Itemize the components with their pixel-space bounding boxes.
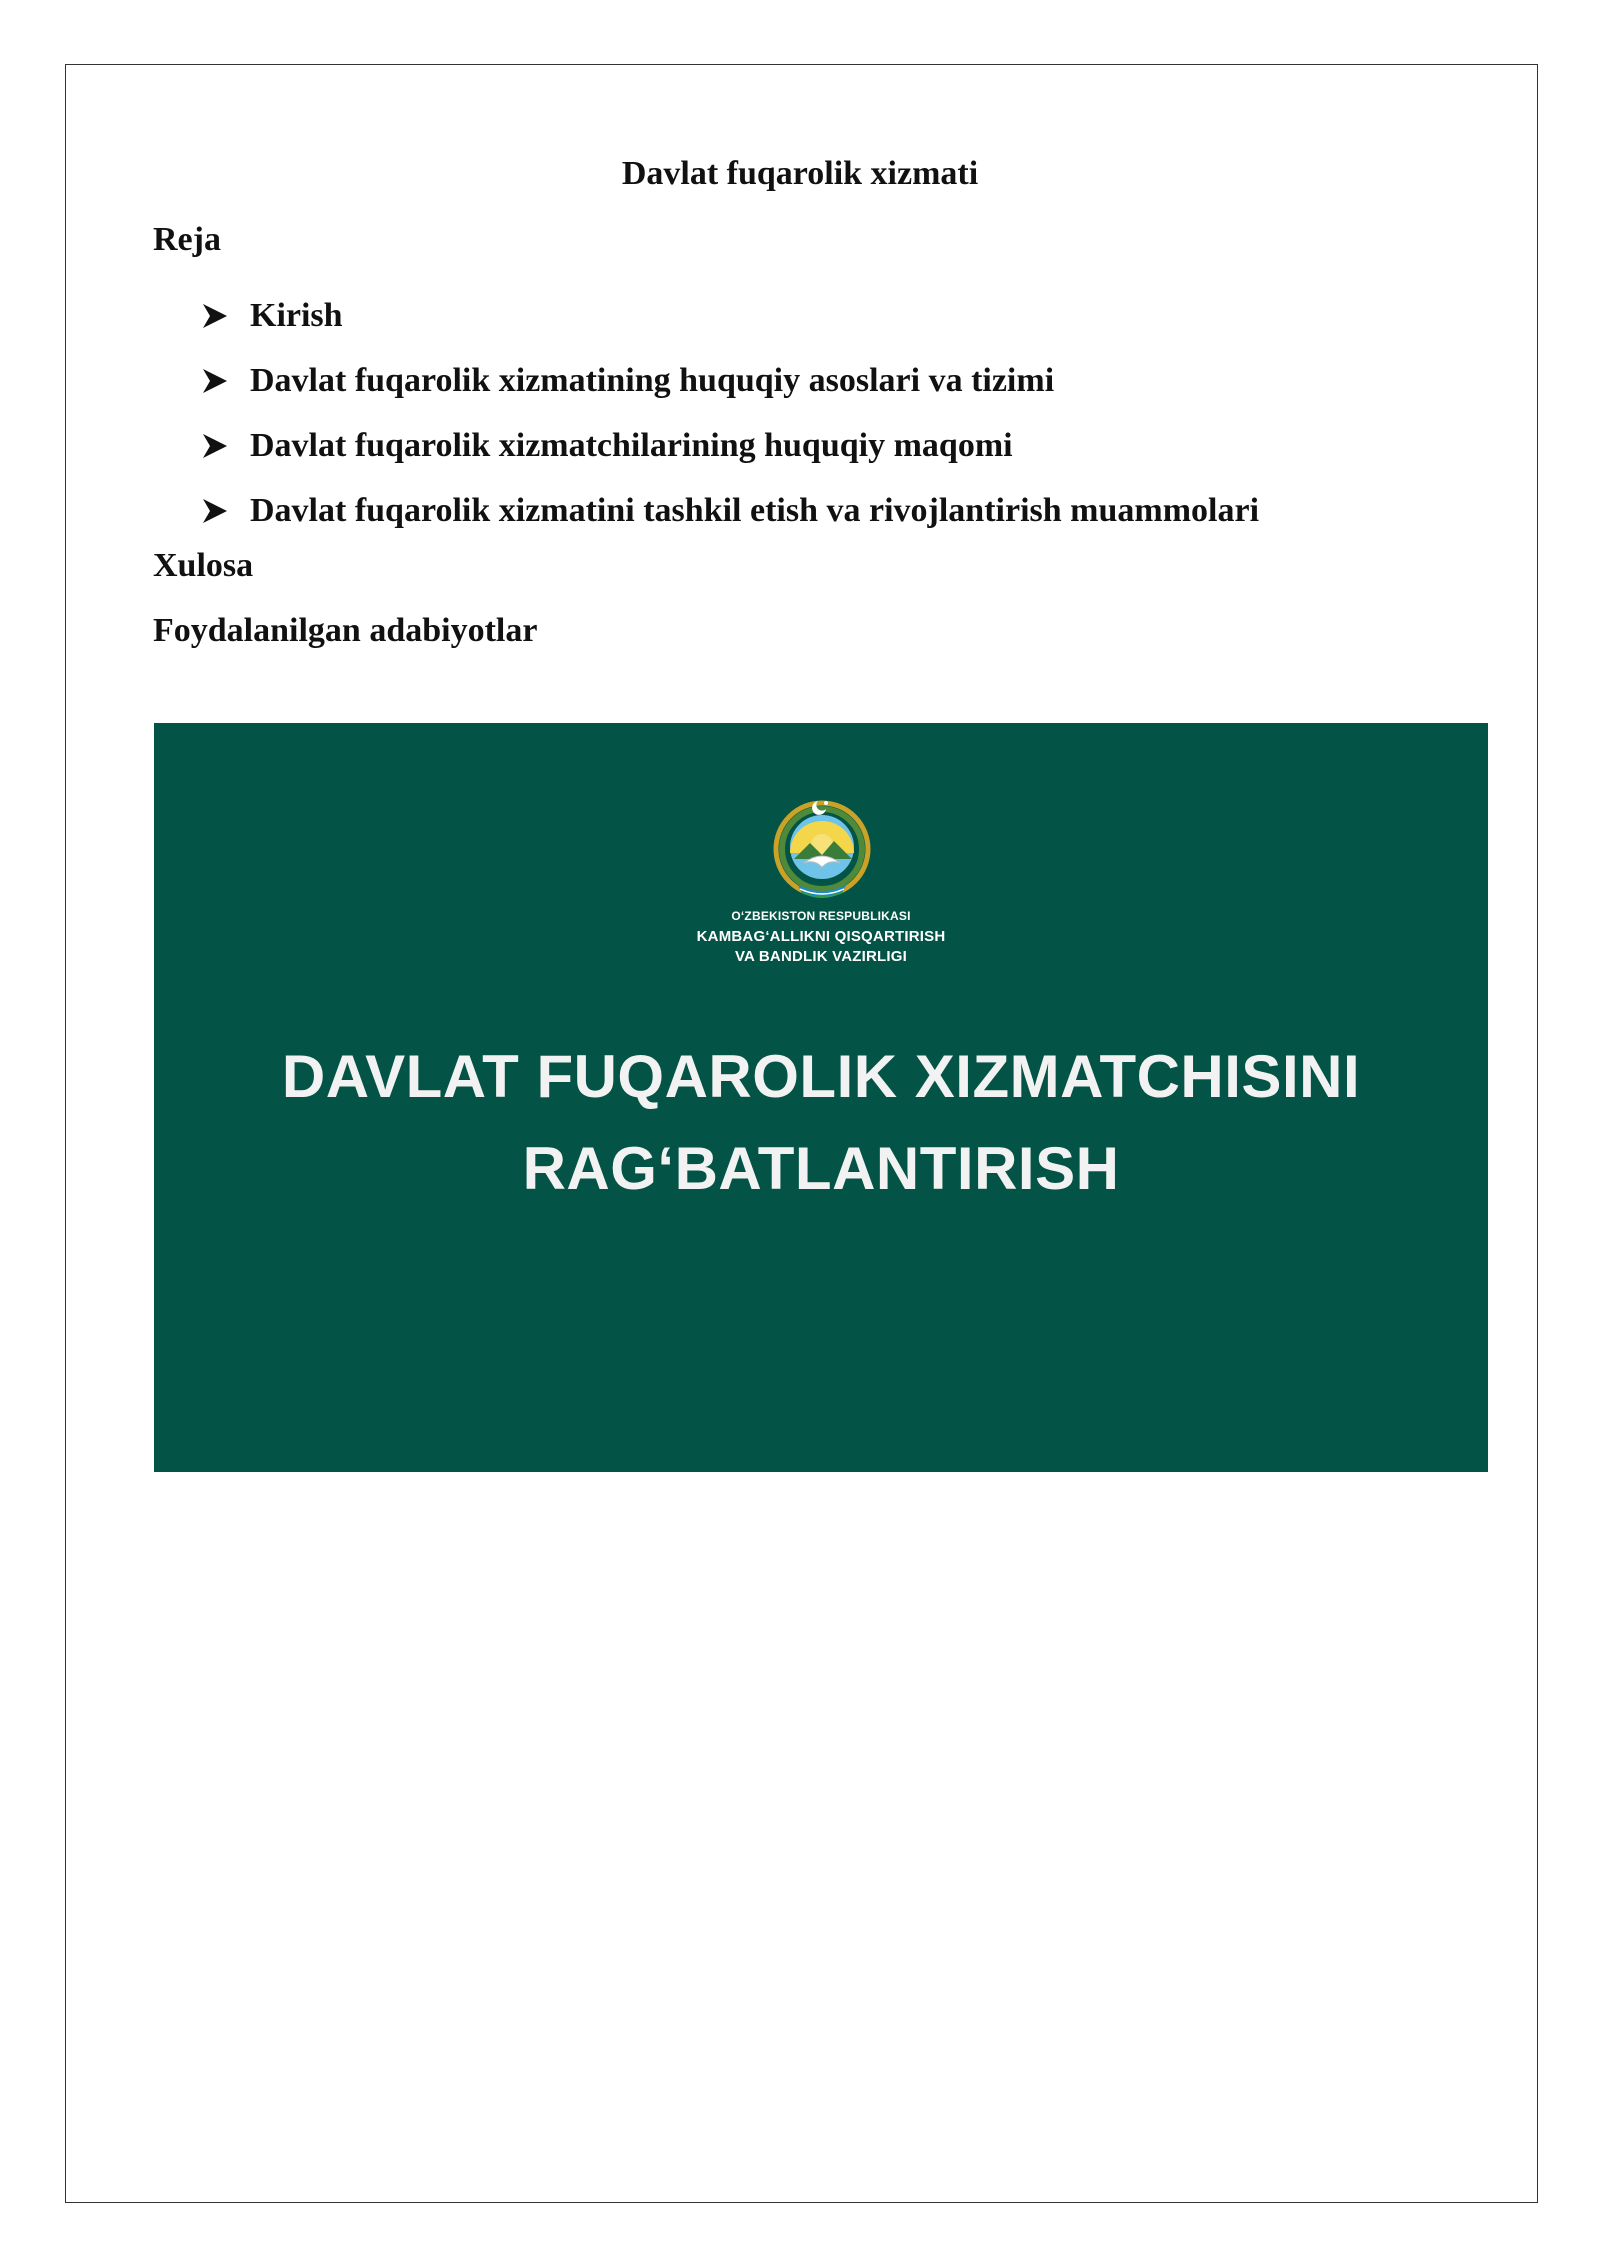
plan-item-legal-status [200, 413, 1259, 478]
ministry-line-name: KAMBAG‘ALLIKNI QISQARTIRISH [696, 928, 946, 945]
state-emblem-icon [768, 793, 876, 901]
plan-item-label: Davlat fuqarolik xizmatining huquqiy asoslari va tizimi [250, 361, 1055, 399]
arrowhead-bullet-icon [200, 431, 230, 461]
ministry-line-name-cont: VA BANDLIK VAZIRLIGI [734, 948, 908, 965]
document-title: Davlat fuqarolik xizmati [621, 155, 979, 192]
plan-item-legal-foundations [200, 348, 1259, 413]
arrowhead-bullet-icon [200, 301, 230, 331]
arrowhead-bullet-icon [200, 496, 230, 526]
banner-title-line-2: RAG‘BATLANTIRISH [522, 1135, 1120, 1202]
plan-item-organization-problems [200, 478, 1259, 543]
arrowhead-bullet-icon [200, 366, 230, 396]
plan-heading: Reja [153, 221, 221, 258]
plan-item-label: Davlat fuqarolik xizmatchilarining huquqiy maqomi [250, 426, 1013, 464]
banner-title-line-1: DAVLAT FUQAROLIK XIZMATCHISINI [281, 1043, 1361, 1110]
plan-list [200, 283, 1259, 543]
conclusion-heading: Xulosa [153, 547, 254, 584]
references-heading: Foydalanilgan adabiyotlar [153, 612, 538, 649]
plan-item-introduction [200, 283, 1259, 348]
plan-item-label: Davlat fuqarolik xizmatini tashkil etish va rivojlantirish muammolari [250, 491, 1260, 529]
ministry-line-country: O‘ZBEKISTON RESPUBLIKASI [731, 909, 911, 923]
plan-item-label: Kirish [250, 296, 343, 334]
ministry-banner-image [154, 723, 1488, 1472]
